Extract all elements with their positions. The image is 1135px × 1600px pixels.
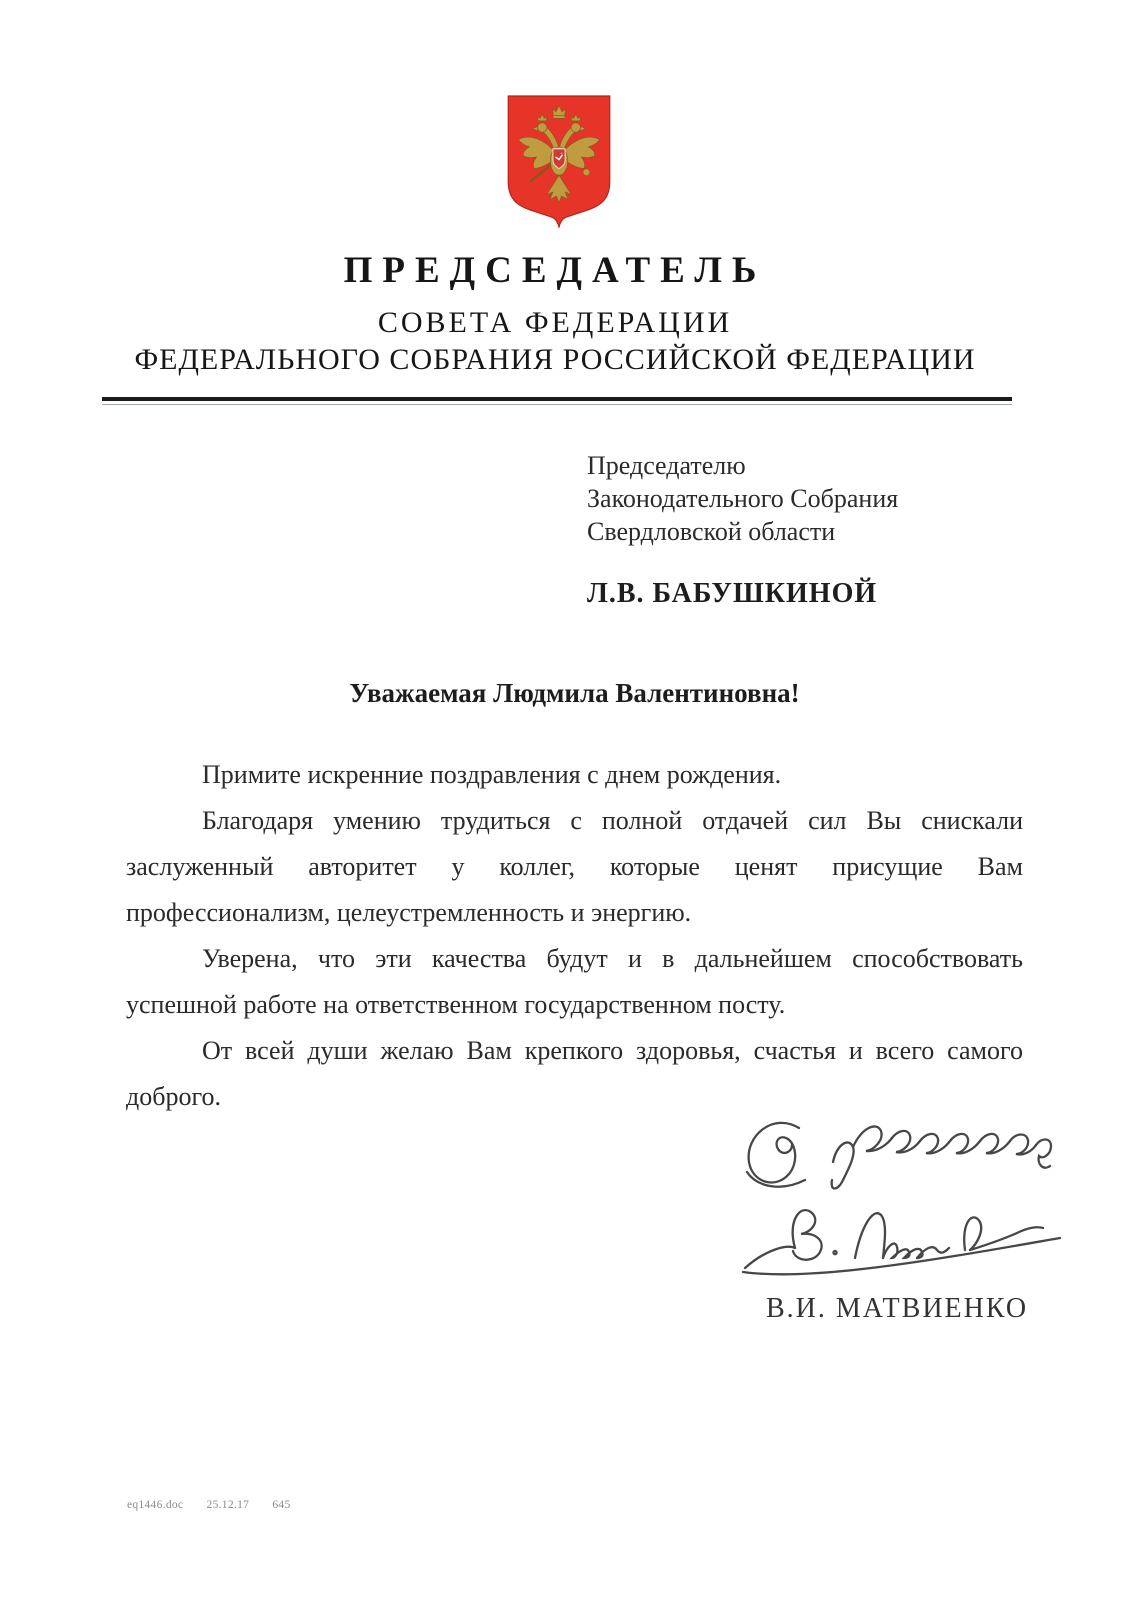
recipient-block <box>587 449 898 548</box>
recipient-name: Л.В. БАБУШКИНОЙ <box>587 578 878 609</box>
footer-file-note: eq1446.doc <box>127 1499 184 1511</box>
document-footer <box>127 1499 311 1511</box>
footer-date-note: 25.12.17 <box>206 1499 250 1511</box>
russian-coat-of-arms-icon <box>505 94 613 228</box>
handwritten-signature <box>735 1100 1070 1300</box>
divider-thin-line <box>102 404 1012 405</box>
letterhead-title: ПРЕДСЕДАТЕЛЬ <box>343 250 767 291</box>
body-paragraph: От всей души желаю Вам крепкого здоровья, счастья и всего самого доброго. <box>126 1036 1023 1111</box>
letterhead-subtitle-2: ФЕДЕРАЛЬНОГО СОБРАНИЯ РОССИЙСКОЙ ФЕДЕРАЦИИ <box>134 343 976 376</box>
body-paragraph: Уверена, что эти качества будут и в дальнейшем способствовать успешной работе на ответственном государственном посту. <box>126 944 1023 1019</box>
body-paragraph: Примите искренние поздравления с днем рождения. <box>202 760 782 789</box>
letterhead-divider <box>102 397 1012 405</box>
salutation: Уважаемая Людмила Валентиновна! <box>349 678 800 708</box>
recipient-line: Свердловской области <box>587 517 836 546</box>
recipient-line: Законодательного Собрания <box>587 484 899 513</box>
letterhead-subtitle-1: СОВЕТА ФЕДЕРАЦИИ <box>377 306 733 339</box>
letter-body <box>126 752 1023 1120</box>
recipient-line: Председателю <box>587 451 746 480</box>
footer-number-note: 645 <box>272 1499 291 1511</box>
body-paragraph: Благодаря умению трудиться с полной отдачей сил Вы снискали заслуженный авторитет у коллег, которые ценят присущие Вам профессионализм, целеустремленность и энергию. <box>126 806 1023 927</box>
divider-thick-line <box>102 397 1012 401</box>
sender-typed-name: В.И. МАТВИЕНКО <box>766 1293 1029 1324</box>
